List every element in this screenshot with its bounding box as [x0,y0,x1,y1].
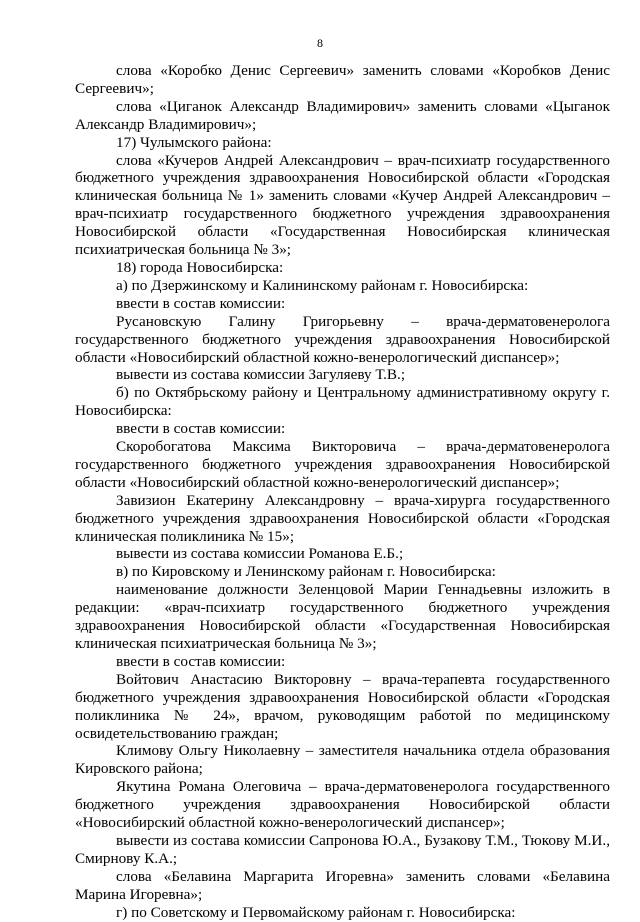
paragraph: Русановскую Галину Григорьевну – врача-дерматовенеролога государственного бюджетного учреждения здравоохранения Новосибирской области «Новосибирский областной кожно-венерологический диспансер»; [75,312,610,366]
paragraph: ввести в состав комиссии: [116,652,286,670]
paragraph: Скоробогатова Максима Викторовича – врача-дерматовенеролога государственного бюджетного учреждения здравоохранения Новосибирской области «Новосибирский областной кожно-венерологический диспансер»; [75,438,610,491]
paragraph: слова «Коробко Денис Сергеевич» заменить словами «Коробков Денис Сергеевич»; [75,62,610,97]
paragraph: наименование должности Зеленцовой Марии Геннадьевны изложить в редакции: «врач-психиатр государственного бюджетного учреждения здравоохранения Новосибирской области «Государственная Новосибирская клиническая психиатрическая больница № 3»; [75,581,610,652]
paragraph: Войтович Анастасию Викторовну – врача-терапевта государственного бюджетного учреждения здравоохранения Новосибирской области «Городская поликлиника № 24», врачом, руководящим работой по медицинскому освидетельствованию граждан; [75,670,610,742]
paragraph: б) по Октябрьскому району и Центральному административному округу г. Новосибирска: [75,384,610,420]
paragraph: слова «Циганок Александр Владимирович» заменить словами «Цыганок Александр Владимирович»; [75,97,610,133]
paragraph: 17) Чулымского района: [116,133,272,151]
paragraph: Якутина Романа Олеговича – врача-дерматовенеролога государственного бюджетного учреждения здравоохранения Новосибирской области «Новосибирский областной кожно-венерологический диспансер»; [75,778,610,832]
paragraph: слова «Белавина Маргарита Игоревна» заменить словами «Белавина Марина Игоревна»; [75,867,610,903]
paragraph: слова «Кучеров Андрей Александрович – врач-психиатр государственного бюджетного учреждения здравоохранения Новосибирской области «Городская клиническая больница № 1» заменить словами «Кучер Андрей Александрович – врач-психиатр государственного бюджетного учреждения здравоохранения Новосибирской области «Государственная Новосибирская клиническая психиатрическая больница № 3»; [75,151,610,259]
paragraph: Завизион Екатерину Александровну – врача-хирурга государственного бюджетного учреждения здравоохранения Новосибирской области «Городская клиническая поликлиника № 15»; [75,491,610,545]
page-number: 8 [317,36,323,50]
paragraph: а) по Дзержинскому и Калининскому районам г. Новосибирска: [116,276,529,294]
paragraph: вывести из состава комиссии Романова Е.Б.; [116,545,404,563]
paragraph: вывести из состава комиссии Загуляеву Т.В.; [116,366,406,384]
paragraph: г) по Советскому и Первомайскому районам г. Новосибирска: [116,903,516,921]
paragraph: ввести в состав комиссии: [116,294,286,312]
document-body [75,62,610,922]
paragraph: ввести в состав комиссии: [116,420,286,438]
paragraph: в) по Кировскому и Ленинскому районам г. Новосибирска: [116,563,496,581]
paragraph: Климову Ольгу Николаевну – заместителя начальника отдела образования Кировского района; [75,742,610,778]
paragraph: 18) города Новосибирска: [116,258,284,276]
paragraph: вывести из состава комиссии Сапронова Ю.А., Бузакову Т.М., Тюкову М.И., Смирнову К.А.; [75,831,610,867]
